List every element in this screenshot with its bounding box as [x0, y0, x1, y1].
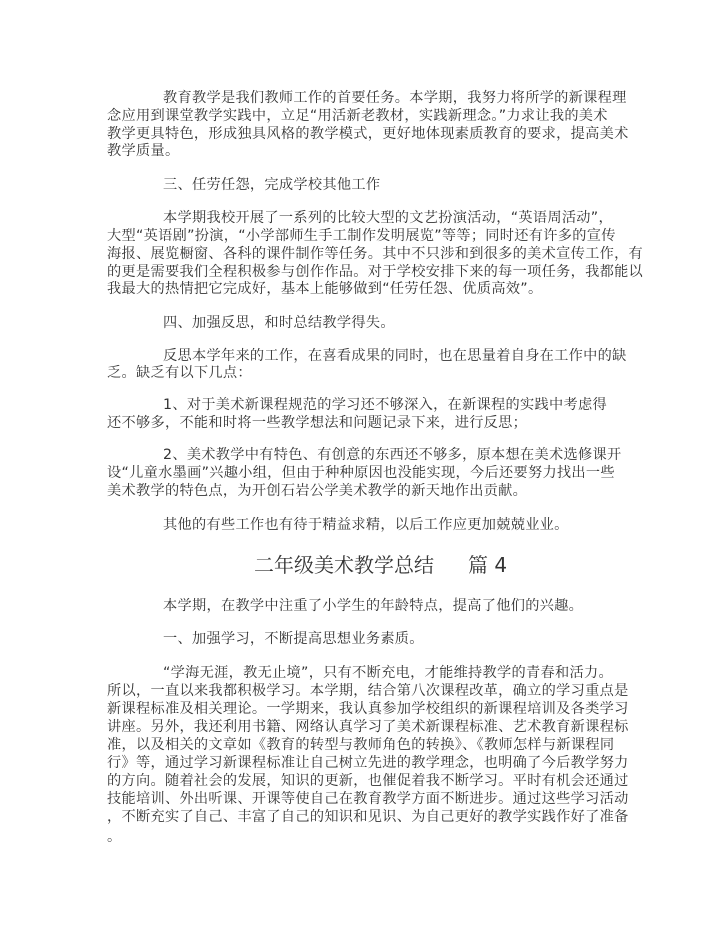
paragraph-line: 还不够多，不能和时将一些教学想法和问题记录下来，进行反思； — [107, 415, 528, 431]
paragraph-line: 其他的有些工作也有待于精益求精，以后工作应更加兢兢业业。 — [163, 517, 569, 533]
section-part-label: 篇 4 — [468, 553, 508, 577]
paragraph-line: 反思本学年来的工作，在喜看成果的同时，也在思量着自身在工作中的缺 — [163, 348, 627, 364]
section-title-text: 二年级美术教学总结 — [254, 553, 434, 577]
paragraph-line: 本学期我校开展了一系列的比较大型的文艺扮演活动，“英语周活动”， — [163, 210, 613, 226]
paragraph-line: 教学质量。 — [107, 143, 180, 159]
paragraph-line: 本学期，在教学中注重了小学生的年龄特点，提高了他们的兴趣。 — [163, 598, 584, 614]
paragraph-line: 一、加强学习，不断提高思想业务素质。 — [163, 631, 424, 647]
paragraph-line: 四、加强反思，和时总结教学得失。 — [163, 315, 395, 331]
paragraph-line: 美术教学的特色点，为开创石岩公学美术教学的新天地作出贡献。 — [107, 483, 528, 499]
paragraph-line: 讲座。另外，我还利用书籍、网络认真学习了美术新课程标准、艺术教育新课程标 — [107, 719, 629, 735]
paragraph-line: ，不断充实了自己、丰富了自己的知识和见识、为自己更好的教学实践作好了准备 — [107, 809, 629, 825]
paragraph-line: 教育教学是我们教师工作的首要任务。本学期，我努力将所学的新课程理 — [163, 90, 627, 106]
paragraph-line: 设“儿童水墨画”兴趣小组，但由于种种原因也没能实现，今后还要努力找出一些 — [107, 465, 615, 481]
paragraph-line: “学海无涯，教无止境”，只有不断充电，才能维持教学的青春和活力。 — [163, 665, 613, 681]
paragraph-line: 技能培训、外出听课、开课等使自己在教育教学方面不断进步。通过这些学习活动 — [107, 791, 629, 807]
paragraph-line: 乏。缺乏有以下几点： — [107, 365, 252, 381]
paragraph-line: 所以，一直以来我都积极学习。本学期，结合第八次课程改革，确立的学习重点是 — [107, 683, 629, 699]
paragraph-line: 大型“英语剧”扮演，“小学部师生手工制作发明展览”等等；同时还有许多的宣传 — [107, 228, 616, 244]
paragraph-line: 三、任劳任怨，完成学校其他工作 — [163, 177, 381, 193]
paragraph-line: 的更是需要我们全程积极参与创作作品。对于学校安排下来的每一项任务，我都能以 — [107, 264, 644, 280]
paragraph-line: 教学更具特色，形成独具风格的教学模式，更好地体现素质教育的要求，提高美术 — [107, 126, 629, 142]
paragraph-line: 我最大的热情把它完成好，基本上能够做到“任劳任怨、优质高效”。 — [107, 281, 543, 297]
paragraph-line: 1、对于美术新课程规范的学习还不够深入，在新课程的实践中考虑得 — [163, 397, 607, 413]
paragraph-line: 海报、展览橱窗、各科的课件制作等任务。其中不只涉和到很多的美术宣传工作，有 — [107, 246, 644, 262]
paragraph-line: 准，以及相关的文章如《教育的转型与教师角色的转换》、《教师怎样与新课程同 — [107, 737, 615, 753]
paragraph-line: 新课程标准及相关理论。一学期来，我认真参加学校组织的新课程培训及各类学习 — [107, 701, 629, 717]
paragraph-line: 2、美术教学中有特色、有创意的东西还不够多，原本想在美术选修课开 — [163, 447, 622, 463]
paragraph-line: 。 — [107, 829, 122, 845]
paragraph-line: 行》等，通过学习新课程标准让自己树立先进的教学理念，也明确了今后教学努力 — [107, 755, 629, 771]
paragraph-line: 念应用到课堂教学实践中，立足“用活新老教材，实践新理念。”力求让我的美术 — [107, 108, 608, 124]
section-title — [254, 553, 507, 577]
paragraph-line: 的方向。随着社会的发展，知识的更新，也催促着我不断学习。平时有机会还通过 — [107, 773, 629, 789]
